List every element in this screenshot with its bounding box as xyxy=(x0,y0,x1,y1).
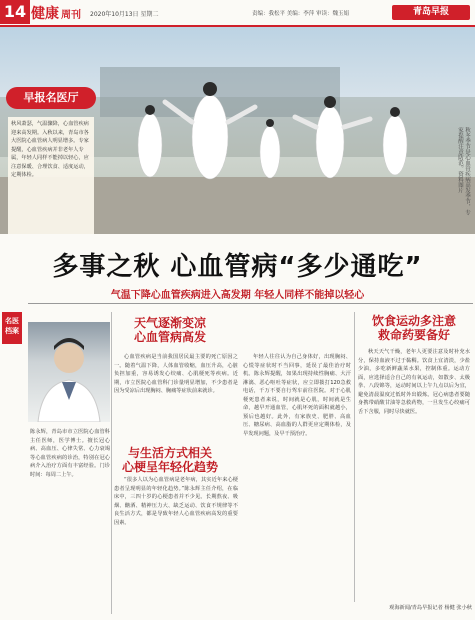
section-title-2: 与生活方式相关 心梗呈年轻化趋势 xyxy=(121,446,218,474)
paragraph-1: 心血管疾病是当前我国居民最主要的死亡原因之一。随着气温下降，人体血管收缩，血压升高，心脏负担加重，容易诱发心绞痛、心肌梗死等疾病。近期，市立医院心血管科门诊量明显增加，不少患者是因为受凉后出现胸闷、胸痛等症状前来就诊。 xyxy=(114,354,238,394)
subheadline: 气温下降心血管疾病进入高发期 年轻人同样不能掉以轻心 xyxy=(110,290,365,301)
section-title-1: 天气逐渐变凉 心血管病高发 xyxy=(133,316,206,344)
paragraph-4: 秋天天气干燥，老年人更要注意及时补充水分，保持血液不过于黏稠。饮食上宜清淡，少盐少油，多吃新鲜蔬菜水果，控制体重。运动方面，应选择适合自己的有氧运动，如散步、太极拳、八段锦等，运动时间以上午九点以后为宜，避免清晨温度过低时外出锻炼。冠心病患者要随身携带硝酸甘油等急救药物，一旦发生心绞痛可舌下含服，同时尽快就医。 xyxy=(358,349,470,415)
article-text-1 xyxy=(114,353,238,443)
page-header xyxy=(0,0,475,24)
section-title-3: 饮食运动多注意 救命药要备好 xyxy=(371,314,456,342)
doctor-portrait xyxy=(28,322,110,422)
issue-date: 2020年10月13日 星期二 xyxy=(90,11,159,18)
doctor-profile-badge: 名医档案 xyxy=(2,312,22,344)
paragraph-2: “很多人以为心血管病是老年病，其实近年来心梗患者呈现明显的年轻化趋势。”陈永辉主任介绍，在临床中，三四十岁的心梗患者并不少见。长期熬夜、吸烟、酗酒、精神压力大、缺乏运动、饮食不规律等不良生活方式，都是导致年轻人心血管疾病高发的重要因素。 xyxy=(114,477,238,526)
column-rule-2 xyxy=(354,312,355,602)
section-title xyxy=(31,3,81,23)
doctor-bio: 陈永辉，青岛市市立医院心血管科主任医师，医学博士。擅长冠心病、高血压、心律失常、心力衰竭等心血管疾病的诊治，特别在冠心病介入治疗方面有丰富经验。门诊时间：每周二上午。 xyxy=(30,429,110,478)
doctor-sidebar xyxy=(0,312,30,612)
lead-photo xyxy=(0,27,475,234)
headline-divider xyxy=(28,303,473,304)
reporter-credit: 观海新闻/青岛早报记者 杨健 张小秋 xyxy=(389,605,472,611)
photo-caption: 秋冬季节是心血管疾病高发季节，专家提醒注意防范。资料图片 xyxy=(457,127,470,215)
column-badge: 早报名医厅 xyxy=(6,87,96,109)
page-number: 14 xyxy=(0,0,30,24)
section-suffix: 周刊 xyxy=(61,10,81,21)
section-name: 健康 xyxy=(31,6,59,22)
paragraph-3: 年轻人往往认为自己身体好，出现胸闷、心慌等症状时不当回事，延误了最佳治疗时机。陈永辉提醒，如果出现持续性胸痛、大汗淋漓、恶心呕吐等症状，应立即拨打120急救电话，千万不要自行驾车前往医院。对于心肌梗死患者来说，时间就是心肌，时间就是生命，越早开通血管，心肌坏死的面积就越小，预后也越好。此外，有家族史、肥胖、高血压、糖尿病、高血脂的人群更应定期体检，及早发现问题，及早干预治疗。 xyxy=(243,354,351,437)
article-text-2 xyxy=(114,476,238,614)
newspaper-logo: 青岛早报 xyxy=(392,5,470,20)
article-text-4 xyxy=(358,348,470,600)
main-headline: 多事之秋 心血管病“多少通吃” xyxy=(52,252,423,282)
doctor-portrait-image xyxy=(28,322,110,422)
editor-credits: 责编：我松平 美编：李萍 审读：魏玉娟 xyxy=(252,11,349,17)
article-text-3 xyxy=(243,353,351,614)
intro-box: 秋风萧瑟，气温骤降，心血管疾病迎来高发期。入秋以来，青岛市各大医院心血管病人明显增多。专家提醒，心血管疾病并非老年人专属，年轻人同样不能掉以轻心，应注意保暖、合理饮食、适度运动，定期体检。 xyxy=(8,117,94,234)
